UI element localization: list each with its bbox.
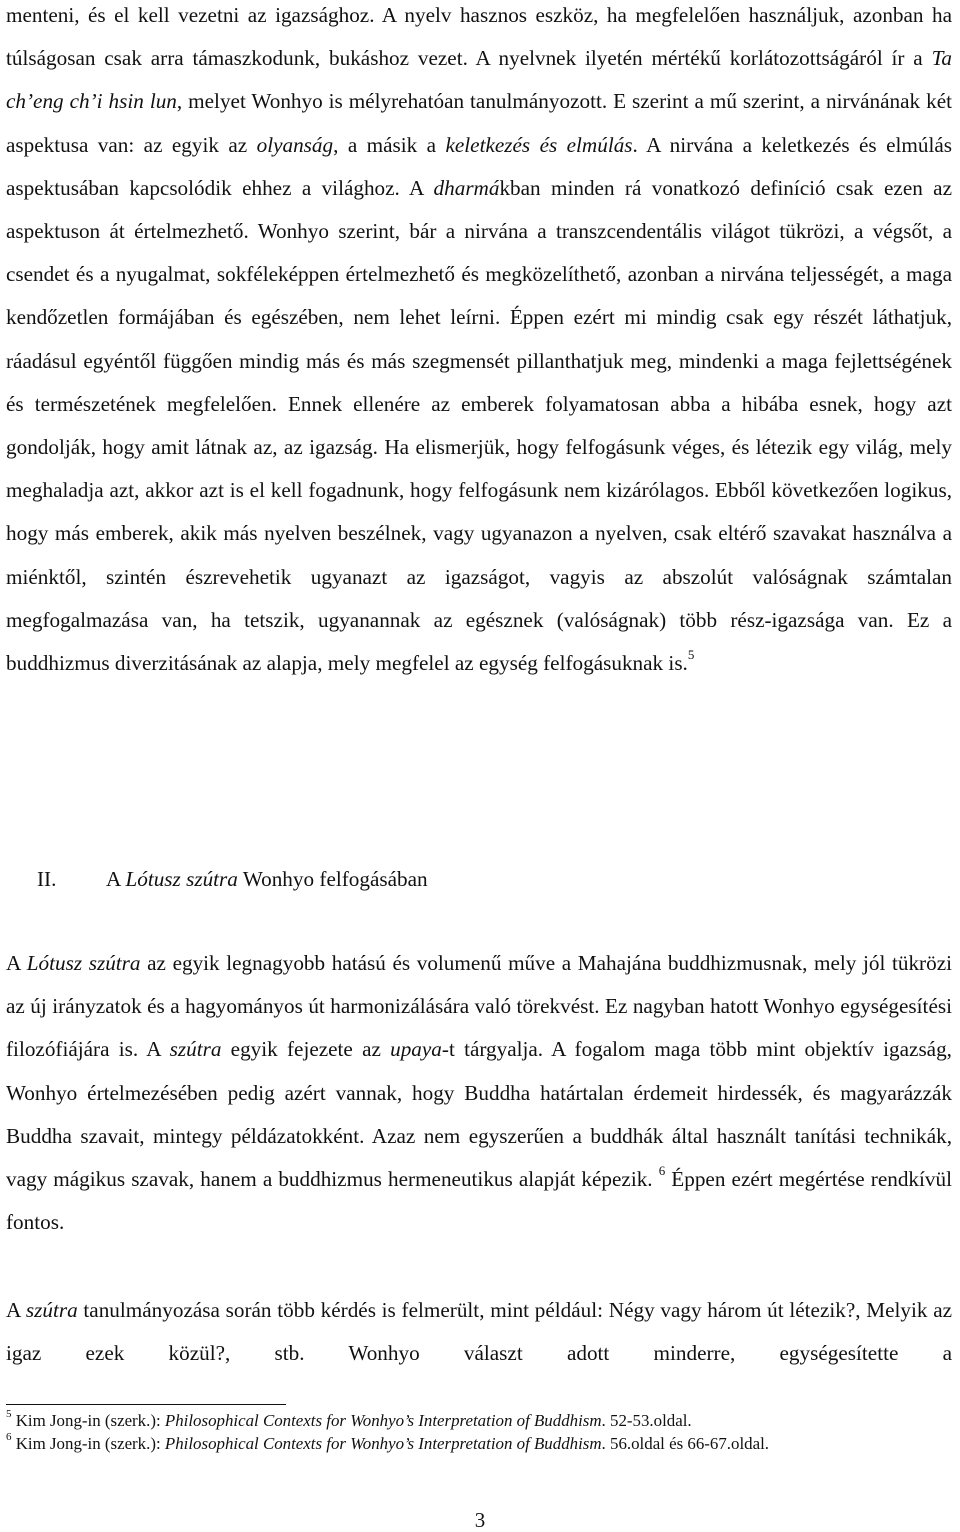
footnote-mark: 5 xyxy=(6,1408,12,1421)
paragraph-text: egyik fejezete az xyxy=(221,1037,391,1062)
section-number: II. xyxy=(37,867,57,891)
term-italic: upaya xyxy=(390,1037,442,1062)
paragraph-text: A xyxy=(6,951,27,975)
paragraph-text: az egyik legnagyobb hatású és volumenű műve a Mahajána buddhizmusnak, mely jól tükrözi az új irányzatok és a hagyományos út harmonizálására való törekvést. Ez nagyban hatott Wonhyo egységesítési filozófiájára is. A xyxy=(6,951,952,1062)
term-italic: dharmá xyxy=(433,175,500,200)
footnote-text: . 52-53.oldal. xyxy=(601,1411,692,1430)
work-title-italic: Lótusz szútra xyxy=(26,951,141,975)
paragraph-text: tanulmányozása során több kérdés is felmerült, mint például: Négy vagy három út létezik?, Melyik az igaz ezek közül?, stb. Wonhyo választ adott minderre, egységesítette a xyxy=(6,1298,953,1366)
footnote-5 xyxy=(6,1409,960,1432)
paragraph-text: Éppen ezért megértése rendkívül fontos. xyxy=(6,1167,952,1235)
footnote-reference: 5 xyxy=(687,646,695,662)
footnote-separator xyxy=(6,1404,286,1405)
footnote-book-title: Philosophical Contexts for Wonhyo’s Interpretation of Buddhism xyxy=(164,1411,602,1430)
footnote-text: Kim Jong-in (szerk.): xyxy=(11,1434,165,1453)
footnote-6 xyxy=(6,1432,960,1455)
paragraph-text: . A nirvána a keletkezés és elmúlás aspektusában kapcsolódik ehhez a világhoz. A xyxy=(6,132,952,200)
heading-text: Wonhyo felfogásában xyxy=(237,867,428,891)
footnote-text: . 56.oldal és 66-67.oldal. xyxy=(601,1434,770,1453)
footnote-book-title: Philosophical Contexts for Wonhyo’s Interpretation of Buddhism xyxy=(164,1434,602,1453)
term-italic: keletkezés és elmúlás xyxy=(445,132,633,157)
body-paragraph-nirvana xyxy=(6,0,952,685)
heading-text: A xyxy=(106,867,126,891)
paragraph-text: menteni, és el kell vezetni az igazsághoz. A nyelv hasznos eszköz, ha megfelelően használjuk, azonban ha túlságosan csak arra támaszkodunk, bukáshoz vezet. A nyelvnek ilyetén mértékű korlátozottságáról ír a xyxy=(6,3,952,71)
paragraph-text: -t tárgyalja. A fogalom maga több mint objektív igazság, Wonhyo értelmezésében pedig azért vannak, hogy Buddha határtalan érdemeit hirdessék, és magyarázzák Buddha szavait, mintegy példázatokként. Azaz nem egyszerűen a buddhák által használt tanítási technikák, vagy mágikus szavak, hanem a buddhizmus hermeneutikus alapját képezik. xyxy=(6,1037,952,1192)
footnote-mark: 6 xyxy=(6,1431,12,1444)
term-italic: olyanság xyxy=(256,132,334,157)
paragraph-text: , a másik a xyxy=(333,132,446,157)
term-italic: szútra xyxy=(25,1298,78,1322)
work-title-italic: Ta ch’eng ch’i hsin lun xyxy=(6,46,952,114)
body-paragraph-lotus xyxy=(6,942,952,1244)
body-paragraph-questions xyxy=(6,1289,952,1375)
paragraph-text: kban minden rá vonatkozó definíció csak ezen az aspektuson át értelmezhető. Wonhyo szerint, bár a nirvána a transzcendentális világot tükrözi, a végsőt, a csendet és a nyugalmat, sokféleképpen értelmezhető és megközelíthető, azonban a nirvána teljességét, a maga kendőzetlen formájában és egészében, nem lehet leírni. Éppen ezért mi mindig csak egy részét láthatjuk, ráadásul egyéntől függően mindig más és más szegmensét pillanthatjuk meg, mindenki a maga fejlettségének és természetének megfelelően. Ennek ellenére az emberek folyamatosan abba a hibába esnek, hogy azt gondolják, hogy amit látnak az, az igazság. Ha elismerjük, hogy felfogásunk véges, és létezik egy világ, mely meghaladja azt, akkor azt is el kell fogadnunk, hogy felfogásunk nem kizárólagos. Ebből következően logikus, hogy más emberek, akik más nyelven beszélnek, vagy ugyanazon a nyelven, csak eltérő szavakat használva a miénktől, szintén észrevehetik ugyanazt az igazságot, vagyis az abszolút valóságnak számtalan megfogalmazása van, ha tetszik, ugyanannak az egésznek (valóságnak) több rész-igazsága van. Ez a buddhizmus diverzitásának az alapja, mely megfelel az egység felfogásuknak is. xyxy=(6,175,952,676)
term-italic: szútra xyxy=(169,1037,222,1062)
footnote-text: Kim Jong-in (szerk.): xyxy=(11,1411,165,1430)
heading-title-italic: Lótusz szútra xyxy=(125,867,238,891)
paragraph-text: , melyet Wonhyo is mélyrehatóan tanulmányozott. E szerint a mű szerint, a nirvánának két aspektusa van: az egyik az xyxy=(6,89,952,157)
footnotes xyxy=(6,1409,960,1455)
footnote-reference: 6 xyxy=(658,1162,666,1178)
paragraph-text: A xyxy=(6,1298,26,1322)
section-heading xyxy=(6,858,428,901)
page-number: 3 xyxy=(474,1508,486,1532)
